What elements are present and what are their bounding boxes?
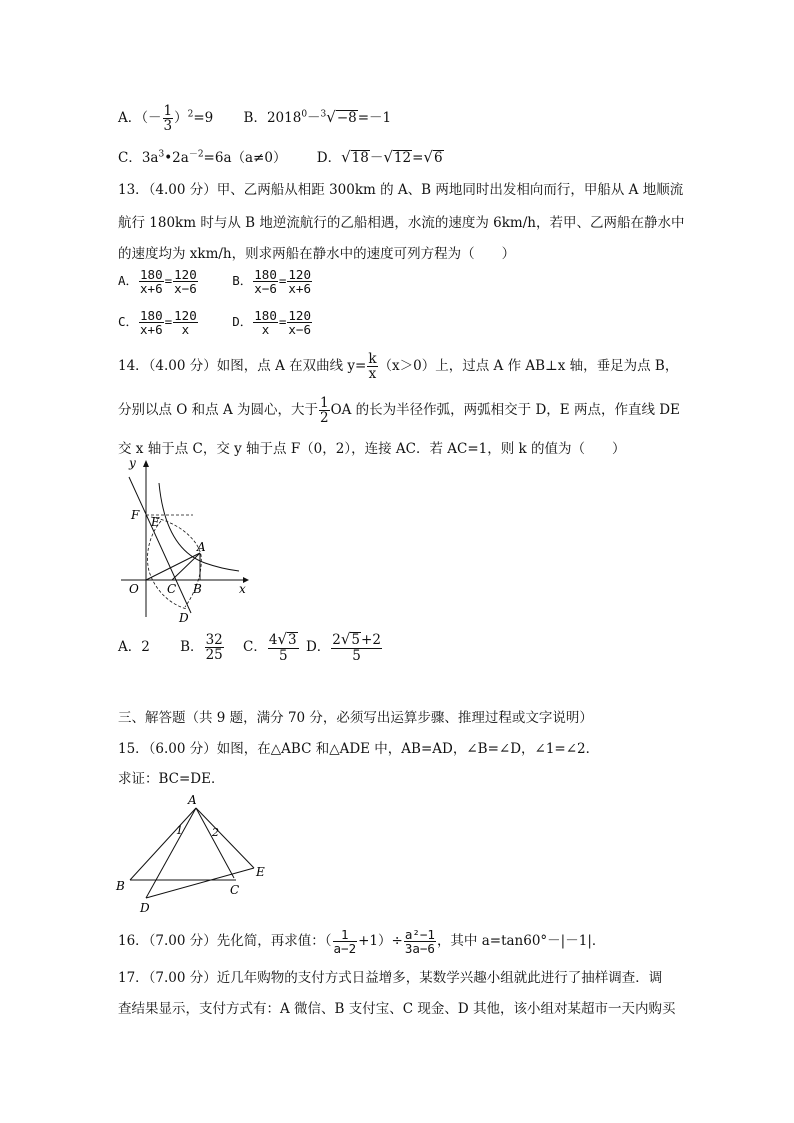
q14-figure xyxy=(115,455,255,625)
q13-option-a: A． $\frac{180}{x+6}$ = $\frac{120}{x-6}$ xyxy=(118,267,197,297)
segment-ab xyxy=(130,808,196,880)
q13-line1: 13．（4.00 分）甲、乙两船从相距 300km 的 A、B 两地同时出发相向而行，甲船从 A 地顺流 xyxy=(118,182,684,198)
label-b: B xyxy=(193,582,202,596)
label-2: 2 xyxy=(212,826,219,839)
q13-line2: 航行 180km 时与从 B 地逆流航行的乙船相遇，水流的速度为 6km/h，若甲、乙两船在静水中 xyxy=(118,215,685,231)
q14-line3: 交 x 轴于点 C，交 y 轴于点 F（0，2），连接 AC．若 AC=1，则 k 的值为（ ） xyxy=(118,441,626,457)
label-c: C xyxy=(230,883,240,897)
segment-ac xyxy=(196,808,234,878)
label-x: x xyxy=(239,582,246,596)
q14-line2: 分别以点 O 和点 A 为圆心，大于 $\frac{1}{2}$ OA 的长为半径作弧，两弧相交于 D，E 两点，作直线 DE xyxy=(118,395,680,427)
q13-option-b: B． $\frac{180}{x-6}$ = $\frac{120}{x+6}$ xyxy=(232,267,311,297)
label-1: 1 xyxy=(176,824,183,837)
section-3-heading: 三、解答题（共 9 题，满分 70 分，必须写出运算步骤、推理过程或文字说明） xyxy=(118,710,593,726)
q15-figure xyxy=(112,790,272,920)
q15-line2: 求证：BC=DE． xyxy=(118,771,225,787)
label-d: D xyxy=(179,611,189,625)
q12-options-row2 xyxy=(118,146,470,166)
segment-ae xyxy=(196,808,254,868)
q12-option-b: B．$2018^0-^3√-8=-1$ xyxy=(243,108,392,127)
q14-option-d: D． $\frac{2√5+2}{5}$ xyxy=(305,630,381,664)
q13-line3: 的速度均为 xkm/h，则求两船在静水中的速度可列方程为（ ） xyxy=(118,246,516,262)
q17-line1: 17．（7.00 分）近几年购物的支付方式日益增多，某数学兴趣小组就此进行了抽样调查．调 xyxy=(118,970,663,986)
label-o: O xyxy=(129,582,139,596)
label-f: F xyxy=(131,508,140,522)
label-a: A xyxy=(197,540,206,554)
q12-option-c: C．$3a^3•2a^{-2}=6a(a\ne 0)$ xyxy=(118,149,287,166)
q13-option-d: D． $\frac{180}{x}$ = $\frac{120}{x-6}$ xyxy=(232,308,311,338)
label-c: C xyxy=(167,582,177,596)
q15-line1: 15．（6.00 分）如图，在△ABC 和△ADE 中，AB=AD，∠B=∠D，∠1=∠2． xyxy=(118,741,600,757)
q14-option-c: C． $\frac{4√3}{5}$ xyxy=(243,630,297,664)
segment-ac xyxy=(172,553,200,580)
label-a: A xyxy=(188,793,197,807)
q13-options-row2 xyxy=(118,309,339,336)
q13-option-c: C． $\frac{180}{x+6}$ = $\frac{120}{x}$ xyxy=(118,308,197,338)
q12-option-d: D．√18－√12=√6 xyxy=(316,148,443,166)
q17-line2: 查结果显示，支付方式有：A 微信、B 支付宝、C 现金、D 其他，该小组对某超市一天内购买 xyxy=(118,1001,676,1017)
label-b: B xyxy=(116,879,125,893)
label-e: E xyxy=(256,865,265,879)
segment-ad xyxy=(146,808,196,898)
segment-oa xyxy=(146,553,200,580)
q12-options-row1 xyxy=(118,104,417,133)
q16-line: 16．（7.00 分）先化简，再求值：（ $\frac{1}{a-2}$ +1）÷ $\frac{\text{a²−1}}{3a-6}$ ，其中 a=tan60°－|－1|． xyxy=(118,927,606,957)
hyperbola-curve xyxy=(159,483,239,571)
y-axis-arrow xyxy=(143,460,149,467)
q14-option-b: B． $\frac{32}{25}$ xyxy=(180,631,223,664)
q14-line1: 14．（4.00 分）如图，点 A 在双曲线 y= $\frac{k}{x}$ （x＞0）上，过点 A 作 AB⊥x 轴，垂足为点 B， xyxy=(118,351,679,383)
label-d: D xyxy=(140,901,150,915)
label-y: y xyxy=(129,456,136,470)
q12-option-a: A．（－ $\frac{1}{3}$ ）$^2$=9 xyxy=(118,103,214,135)
label-e: E xyxy=(151,515,160,529)
q14-option-a: A．2 xyxy=(118,639,150,656)
q14-options xyxy=(118,632,383,663)
q13-options-row1 xyxy=(118,268,339,295)
